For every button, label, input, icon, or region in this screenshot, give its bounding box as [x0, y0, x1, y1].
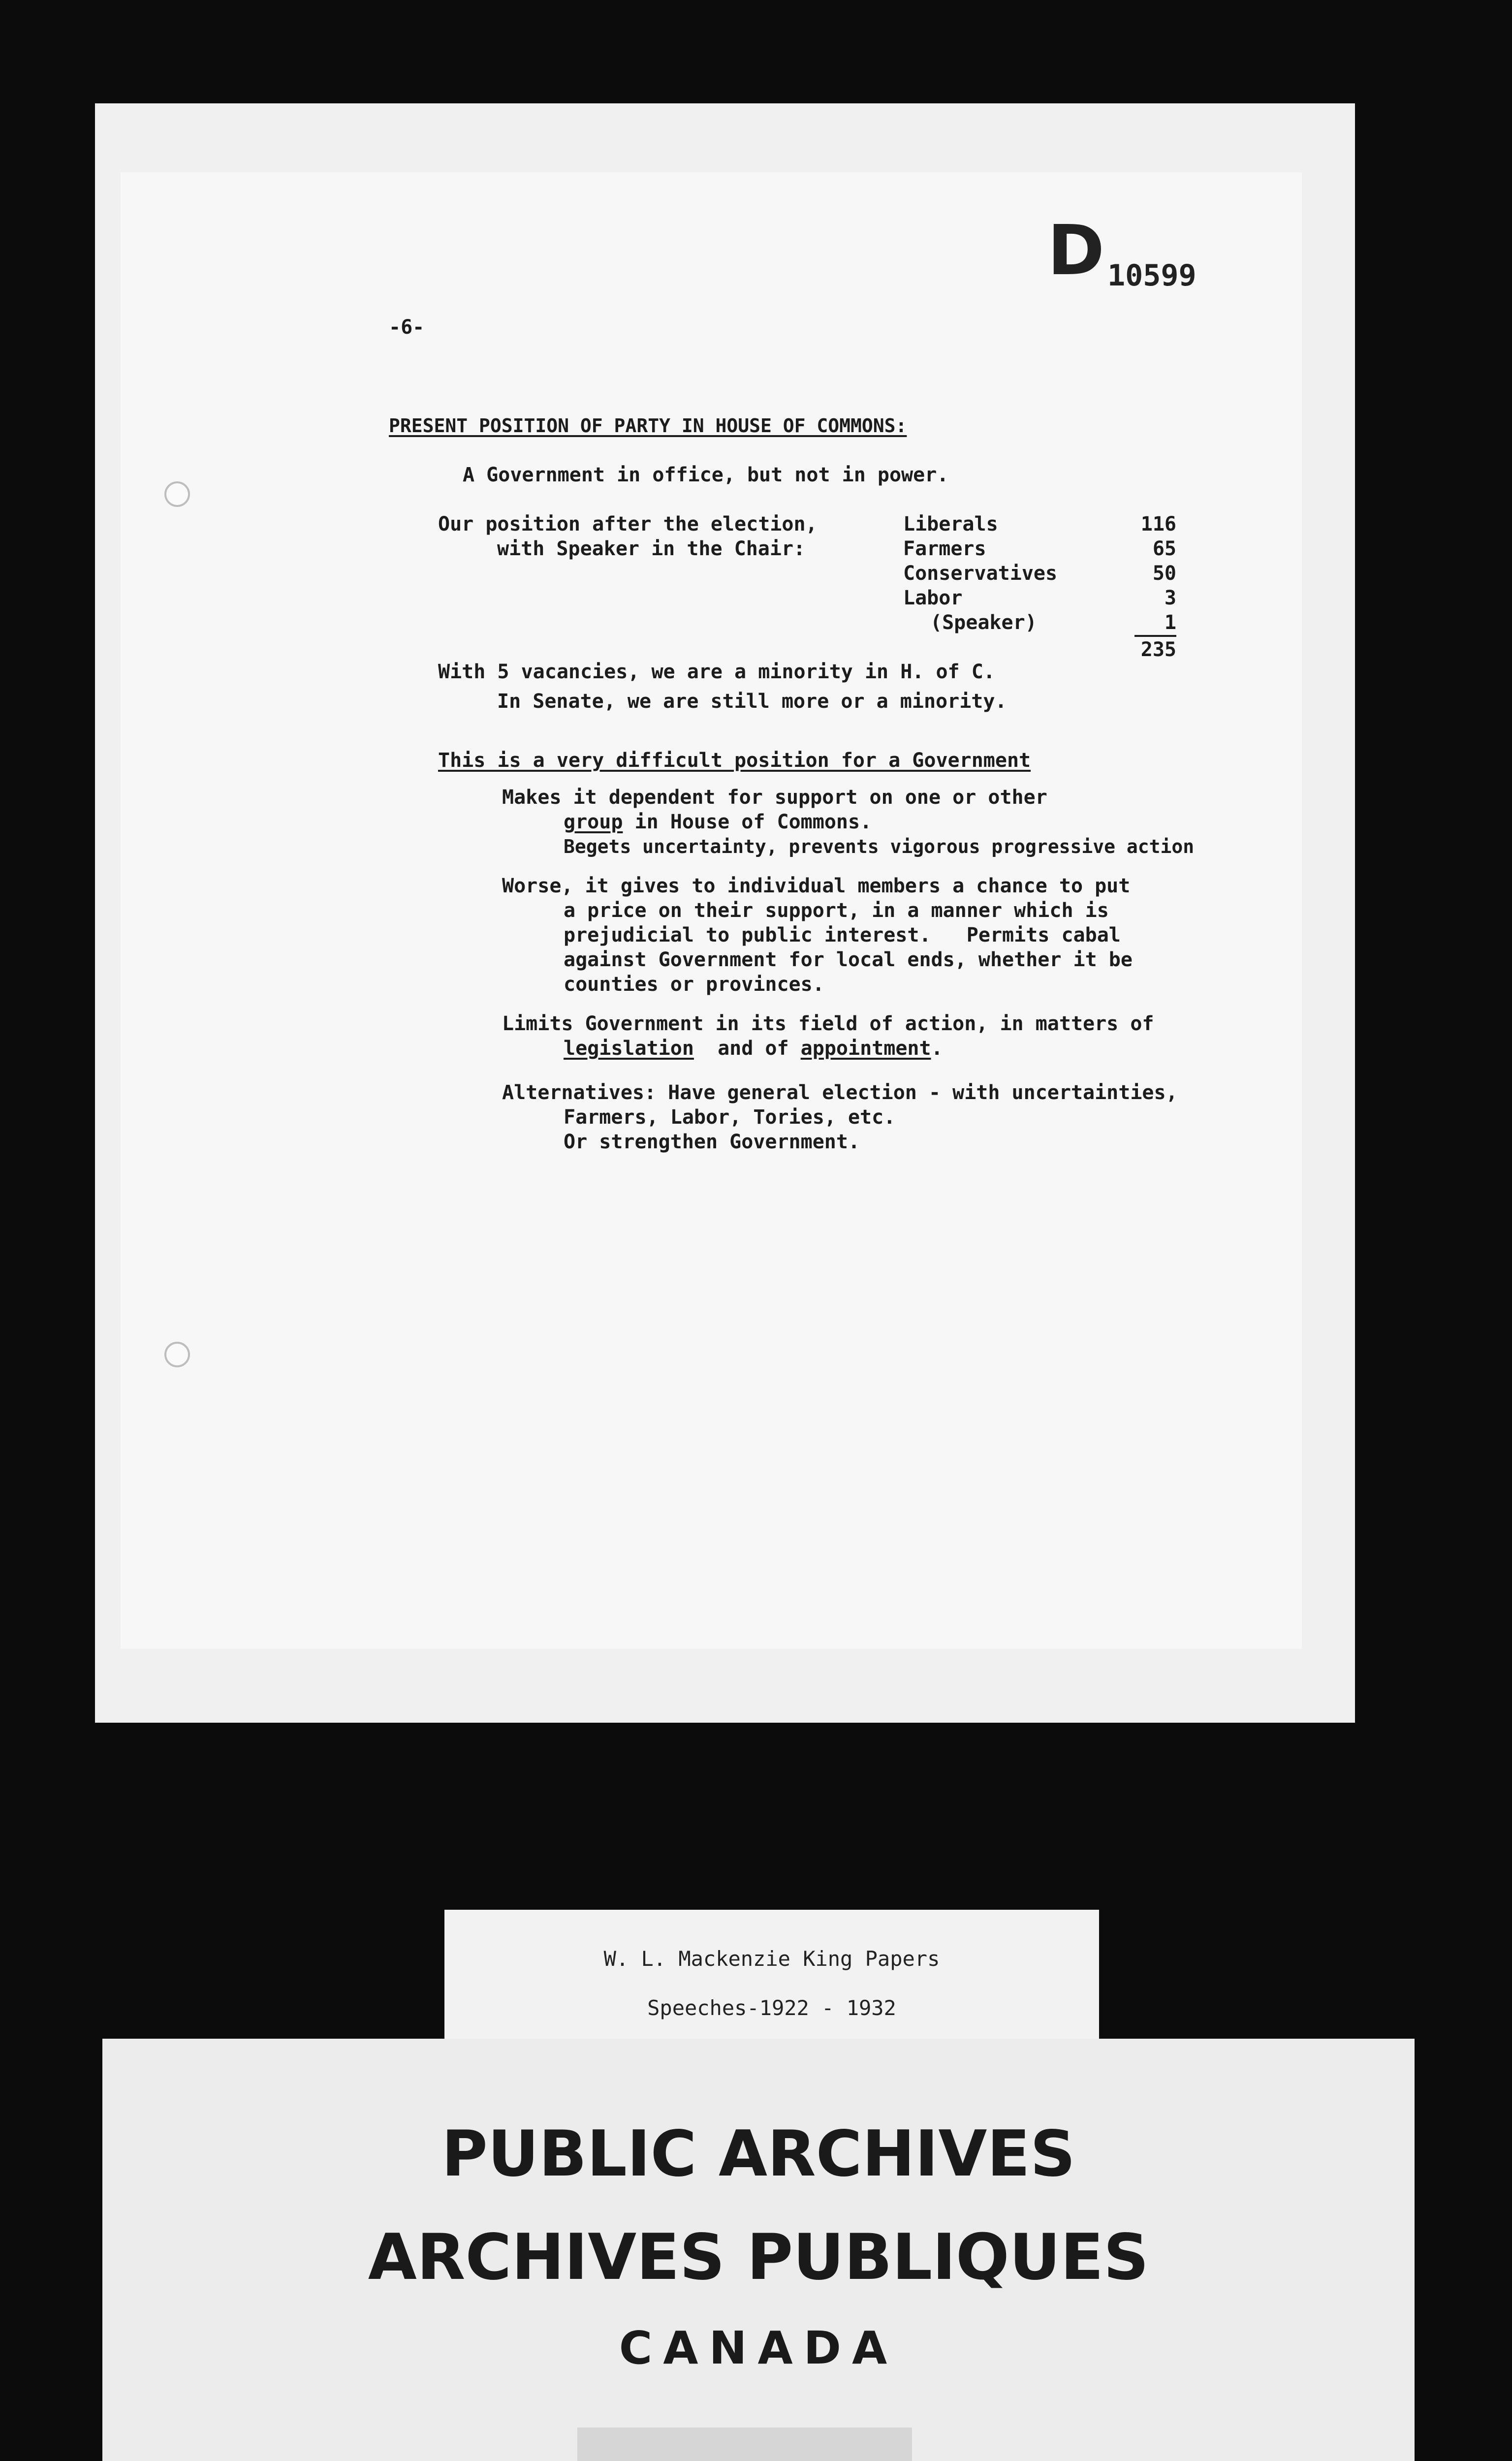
party-seats: 50 — [1152, 562, 1176, 585]
archives-title-en: PUBLIC ARCHIVES — [441, 2117, 1075, 2191]
punch-hole-bottom — [164, 1342, 190, 1367]
collection-label — [444, 1910, 1099, 2057]
collection-name: W. L. Mackenzie King Papers — [603, 1947, 940, 1971]
page-number: -6- — [389, 316, 425, 339]
text-line: Makes it dependent for support on one or other — [502, 786, 1047, 809]
underlined-word: group — [564, 811, 623, 833]
text-line: With 5 vacancies, we are a minority in H. of C. — [438, 661, 995, 683]
archives-title-fr: ARCHIVES PUBLIQUES — [368, 2221, 1149, 2294]
text-line: In Senate, we are still more or a minority. — [497, 690, 1007, 713]
text-line: Alternatives: Have general election - with uncertainties, — [502, 1081, 1178, 1104]
party-name: (Speaker) — [930, 611, 1037, 634]
party-name: Labor — [903, 587, 963, 609]
text-fragment: in House of Commons. — [623, 811, 872, 833]
total-rule — [1134, 635, 1176, 637]
text-line — [564, 1036, 943, 1061]
party-name: Liberals — [903, 513, 998, 536]
text-fragment: and of — [693, 1037, 801, 1060]
party-name: Farmers — [903, 537, 986, 560]
stamp-letter: D — [1047, 211, 1105, 291]
position-label: with Speaker in the Chair: — [497, 537, 806, 560]
party-seats: 116 — [1140, 513, 1176, 536]
text-line: Begets uncertainty, prevents vigorous progressive action — [564, 836, 1195, 857]
archives-label — [102, 2039, 1415, 2461]
label-tab — [577, 2428, 912, 2461]
text-line: against Government for local ends, whether it be — [564, 948, 1133, 971]
section-heading: PRESENT POSITION OF PARTY IN HOUSE OF COMMONS: — [389, 415, 907, 437]
party-seats: 1 — [1164, 611, 1176, 634]
text-line: Or strengthen Government. — [564, 1131, 860, 1153]
text-line — [564, 810, 872, 834]
text-line: Limits Government in its field of action, in matters of — [502, 1012, 1154, 1035]
party-name: Conservatives — [903, 562, 1058, 585]
text-line: A Government in office, but not in power. — [463, 464, 949, 486]
underlined-word: legislation — [564, 1037, 694, 1060]
text-line: a price on their support, in a manner which is — [564, 899, 1109, 922]
archives-country: CANADA — [619, 2322, 898, 2374]
party-seats: 3 — [1164, 587, 1176, 609]
text-line: prejudicial to public interest. Permits cabal — [564, 924, 1121, 947]
party-seats: 65 — [1152, 537, 1176, 560]
series-name: Speeches-1922 - 1932 — [647, 1996, 896, 2020]
position-label: Our position after the election, — [438, 513, 818, 536]
text-line: counties or provinces. — [564, 973, 824, 996]
subheading: This is a very difficult position for a Government — [438, 749, 1031, 772]
stamp-number: 10599 — [1107, 258, 1197, 293]
underlined-word: appointment — [800, 1037, 931, 1060]
text-line: Farmers, Labor, Tories, etc. — [564, 1106, 896, 1129]
total-seats: 235 — [1140, 638, 1176, 661]
punch-hole-top — [164, 481, 190, 507]
text-fragment: . — [931, 1037, 943, 1060]
text-line: Worse, it gives to individual members a chance to put — [502, 875, 1131, 897]
